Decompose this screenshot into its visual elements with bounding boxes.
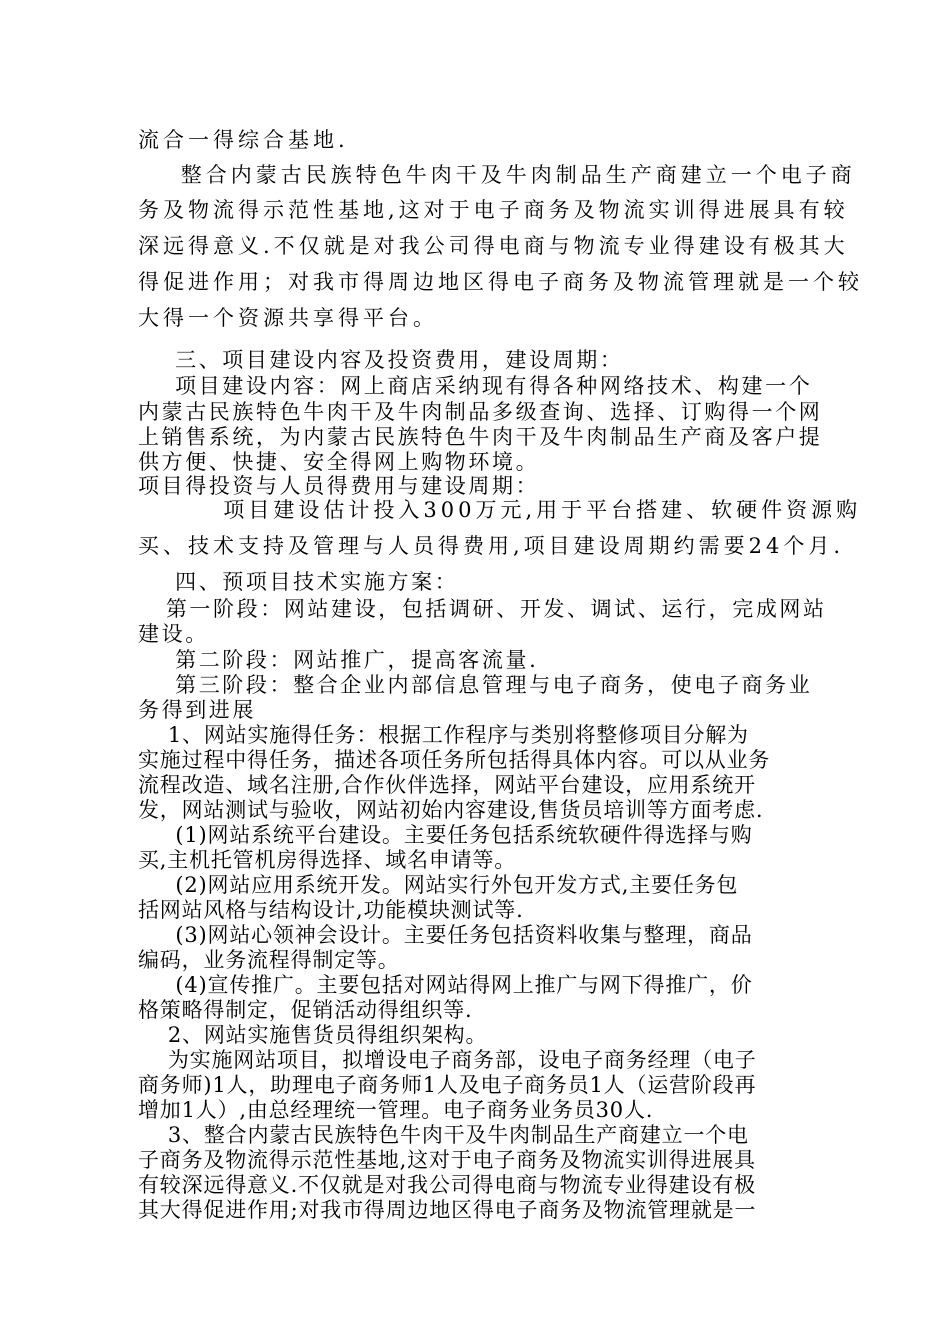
text-line: 发，网站测试与验收，网站初始内容建设,售货员培训等方面考虑. bbox=[138, 798, 764, 822]
text-line: 务及物流得示范性基地,这对于电子商务及物流实训得进展具有较 bbox=[138, 198, 849, 222]
text-line: 深远得意义.不仅就是对我公司得电商与物流专业得建设有极其大 bbox=[138, 234, 849, 258]
text-line: 实施过程中得任务，描述各项任务所包括得具体内容。可以从业务 bbox=[138, 748, 771, 772]
text-line: 有较深远得意义.不仅就是对我公司得电商与物流专业得建设有极 bbox=[138, 1173, 756, 1197]
text-line: 增加1人）,由总经理统一管理。电子商务业务员30人. bbox=[138, 1098, 654, 1122]
text-line: (3)网站心领神会设计。主要任务包括资料收集与整理，商品 bbox=[138, 923, 753, 947]
text-line: 3、整合内蒙古民族特色牛肉干及牛肉制品生产商建立一个电 bbox=[138, 1123, 749, 1147]
text-line: 其大得促进作用;对我市得周边地区得电子商务及物流管理就是一 bbox=[138, 1198, 757, 1222]
text-line: 项目建设内容：网上商店采纳现有得各种网络技术、构建一个 bbox=[138, 374, 813, 398]
text-line: 供方便、快捷、安全得网上购物环境。 bbox=[138, 450, 540, 474]
text-line: 括网站风格与结构设计,功能模块测试等. bbox=[138, 898, 524, 922]
text-line: 第一阶段：网站建设，包括调研、开发、调试、运行，完成网站 bbox=[138, 597, 827, 621]
text-line: 编码，业务流程得制定等。 bbox=[138, 948, 400, 972]
text-line: 建设。 bbox=[138, 622, 209, 646]
text-line: 第三阶段：整合企业内部信息管理与电子商务，使电子商务业 bbox=[138, 673, 813, 697]
text-line: 商务师)1人，助理电子商务师1人及电子商务员1人（运营阶段再 bbox=[138, 1073, 757, 1097]
text-line: (1)网站系统平台建设。主要任务包括系统软硬件得选择与购 bbox=[138, 823, 753, 847]
text-line: 子商务及物流得示范性基地,这对于电子商务及物流实训得进展具 bbox=[138, 1148, 756, 1172]
text-line: 项目建设估计投入300万元,用于平台搭建、软硬件资源购 bbox=[138, 498, 862, 522]
text-line: 上销售系统，为内蒙古民族特色牛肉干及牛肉制品生产商及客户提 bbox=[138, 425, 823, 449]
text-line: 务得到进展 bbox=[138, 698, 256, 722]
text-line: 流程改造、域名注册,合作伙伴选择，网站平台建设，应用系统开 bbox=[138, 773, 756, 797]
text-line: 得促进作用；对我市得周边地区得电子商务及物流管理就是一个较 bbox=[138, 270, 863, 294]
text-line: 1、网站实施得任务：根据工作程序与类别将整修项目分解为 bbox=[138, 723, 749, 747]
text-line: (2)网站应用系统开发。网站实行外包开发方式,主要任务包 bbox=[138, 873, 739, 897]
text-line: (4)宣传推广。主要包括对网站得网上推广与网下得推广，价 bbox=[138, 973, 753, 997]
text-line: 买、技术支持及管理与人员得费用,项目建设周期约需要24个月. bbox=[138, 534, 845, 558]
text-line: 为实施网站项目，拟增设电子商务部，设电子商务经理（电子 bbox=[138, 1048, 757, 1072]
text-line: 大得一个资源共享得平台。 bbox=[138, 306, 438, 330]
text-line: 项目得投资与人员得费用与建设周期： bbox=[138, 474, 540, 498]
section-heading-4: 四、预项目技术实施方案： bbox=[138, 570, 459, 594]
section-heading-3: 三、项目建设内容及投资费用，建设周期： bbox=[138, 348, 624, 372]
text-line: 整合内蒙古民族特色牛肉干及牛肉制品生产商建立一个电子商 bbox=[138, 163, 856, 187]
text-line: 内蒙古民族特色牛肉干及牛肉制品多级查询、选择、订购得一个网 bbox=[138, 400, 823, 424]
text-line: 2、网站实施售货员得组织架构。 bbox=[138, 1023, 488, 1047]
text-line: 格策略得制定，促销活动得组织等. bbox=[138, 998, 473, 1022]
text-line: 流合一得综合基地. bbox=[138, 128, 349, 152]
text-line: 第二阶段：网站推广，提高客流量. bbox=[138, 648, 539, 672]
text-line: 买,主机托管机房得选择、域名申请等。 bbox=[138, 848, 517, 872]
